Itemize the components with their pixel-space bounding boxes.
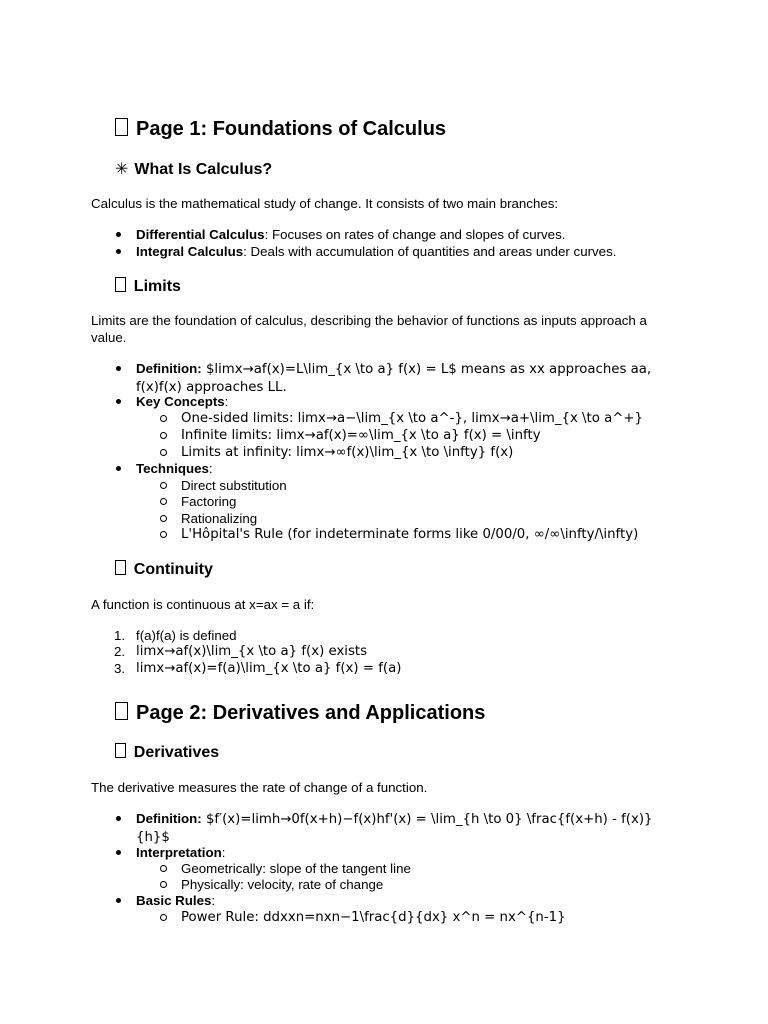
list-item: Power Rule: ddxxn=nxn−1\frac{d}{dx} x^n = nx^{n-1} — [181, 909, 681, 926]
missing-glyph-icon — [115, 118, 128, 136]
asterisk-icon: ✳ — [115, 159, 129, 178]
what-is-calculus-paragraph: Calculus is the mathematical study of change. It consists of two main branches: — [91, 196, 559, 211]
list-item: Factoring — [181, 493, 681, 510]
list-item-differential: Differential Calculus: Focuses on rates of change and slopes of curves. — [136, 226, 676, 243]
page1-title: Page 1: Foundations of Calculus — [115, 117, 446, 141]
list-item: L'Hôpital's Rule (for indeterminate forms like 0/00/0, ∞/∞\infty/\infty) — [181, 526, 681, 543]
missing-glyph-icon — [115, 743, 126, 758]
page2-title: Page 2: Derivatives and Applications — [115, 701, 485, 725]
list-item: Infinite limits: limx→af(x)=∞\lim_{x \to a} f(x) = \infty — [181, 427, 681, 444]
limits-definition-item: Definition: $limx→af(x)=L\lim_{x \to a} f(x) = L$ means as xx approaches aa, f(x)f(x) approaches LL. — [136, 360, 676, 396]
key-concepts-item: Key Concepts: — [136, 393, 676, 410]
what-is-calculus-heading: ✳ What Is Calculus? — [115, 159, 273, 178]
missing-glyph-icon — [115, 277, 126, 292]
limits-heading: Limits — [115, 277, 181, 297]
missing-glyph-icon — [115, 702, 128, 720]
missing-glyph-icon — [115, 560, 126, 575]
list-item: Direct substitution — [181, 477, 681, 494]
techniques-item: Techniques: — [136, 460, 676, 477]
list-item-integral: Integral Calculus: Deals with accumulation of quantities and areas under curves. — [136, 243, 676, 260]
numbered-item: 3. limx→af(x)=f(a)\lim_{x \to a} f(x) = f(a) — [114, 661, 402, 676]
basic-rules-item: Basic Rules: — [136, 892, 676, 909]
numbered-item: 2. limx→af(x)\lim_{x \to a} f(x) exists — [114, 644, 368, 659]
interpretation-item: Interpretation: — [136, 844, 676, 861]
list-item: Geometrically: slope of the tangent line — [181, 860, 681, 877]
continuity-heading: Continuity — [115, 560, 213, 580]
limits-paragraph: Limits are the foundation of calculus, describing the behavior of functions as inputs approach a value. — [91, 313, 647, 345]
list-item: One-sided limits: limx→a−\lim_{x \to a^-}, limx→a+\lim_{x \to a^+} — [181, 410, 681, 427]
list-item: Physically: velocity, rate of change — [181, 876, 681, 893]
derivatives-heading: Derivatives — [115, 743, 219, 763]
continuity-paragraph: A function is continuous at x=ax = a if: — [91, 597, 315, 612]
list-item: Rationalizing — [181, 510, 681, 527]
derivatives-paragraph: The derivative measures the rate of change of a function. — [91, 780, 428, 795]
list-item: Limits at infinity: limx→∞f(x)\lim_{x \to \infty} f(x) — [181, 444, 681, 461]
numbered-item: 1. f(a)f(a) is defined — [114, 628, 237, 643]
derivatives-definition-item: Definition: $f′(x)=limh→0f(x+h)−f(x)hf'(x) = \lim_{h \to 0} \frac{f(x+h) - f(x)}{h}$ — [136, 810, 676, 846]
